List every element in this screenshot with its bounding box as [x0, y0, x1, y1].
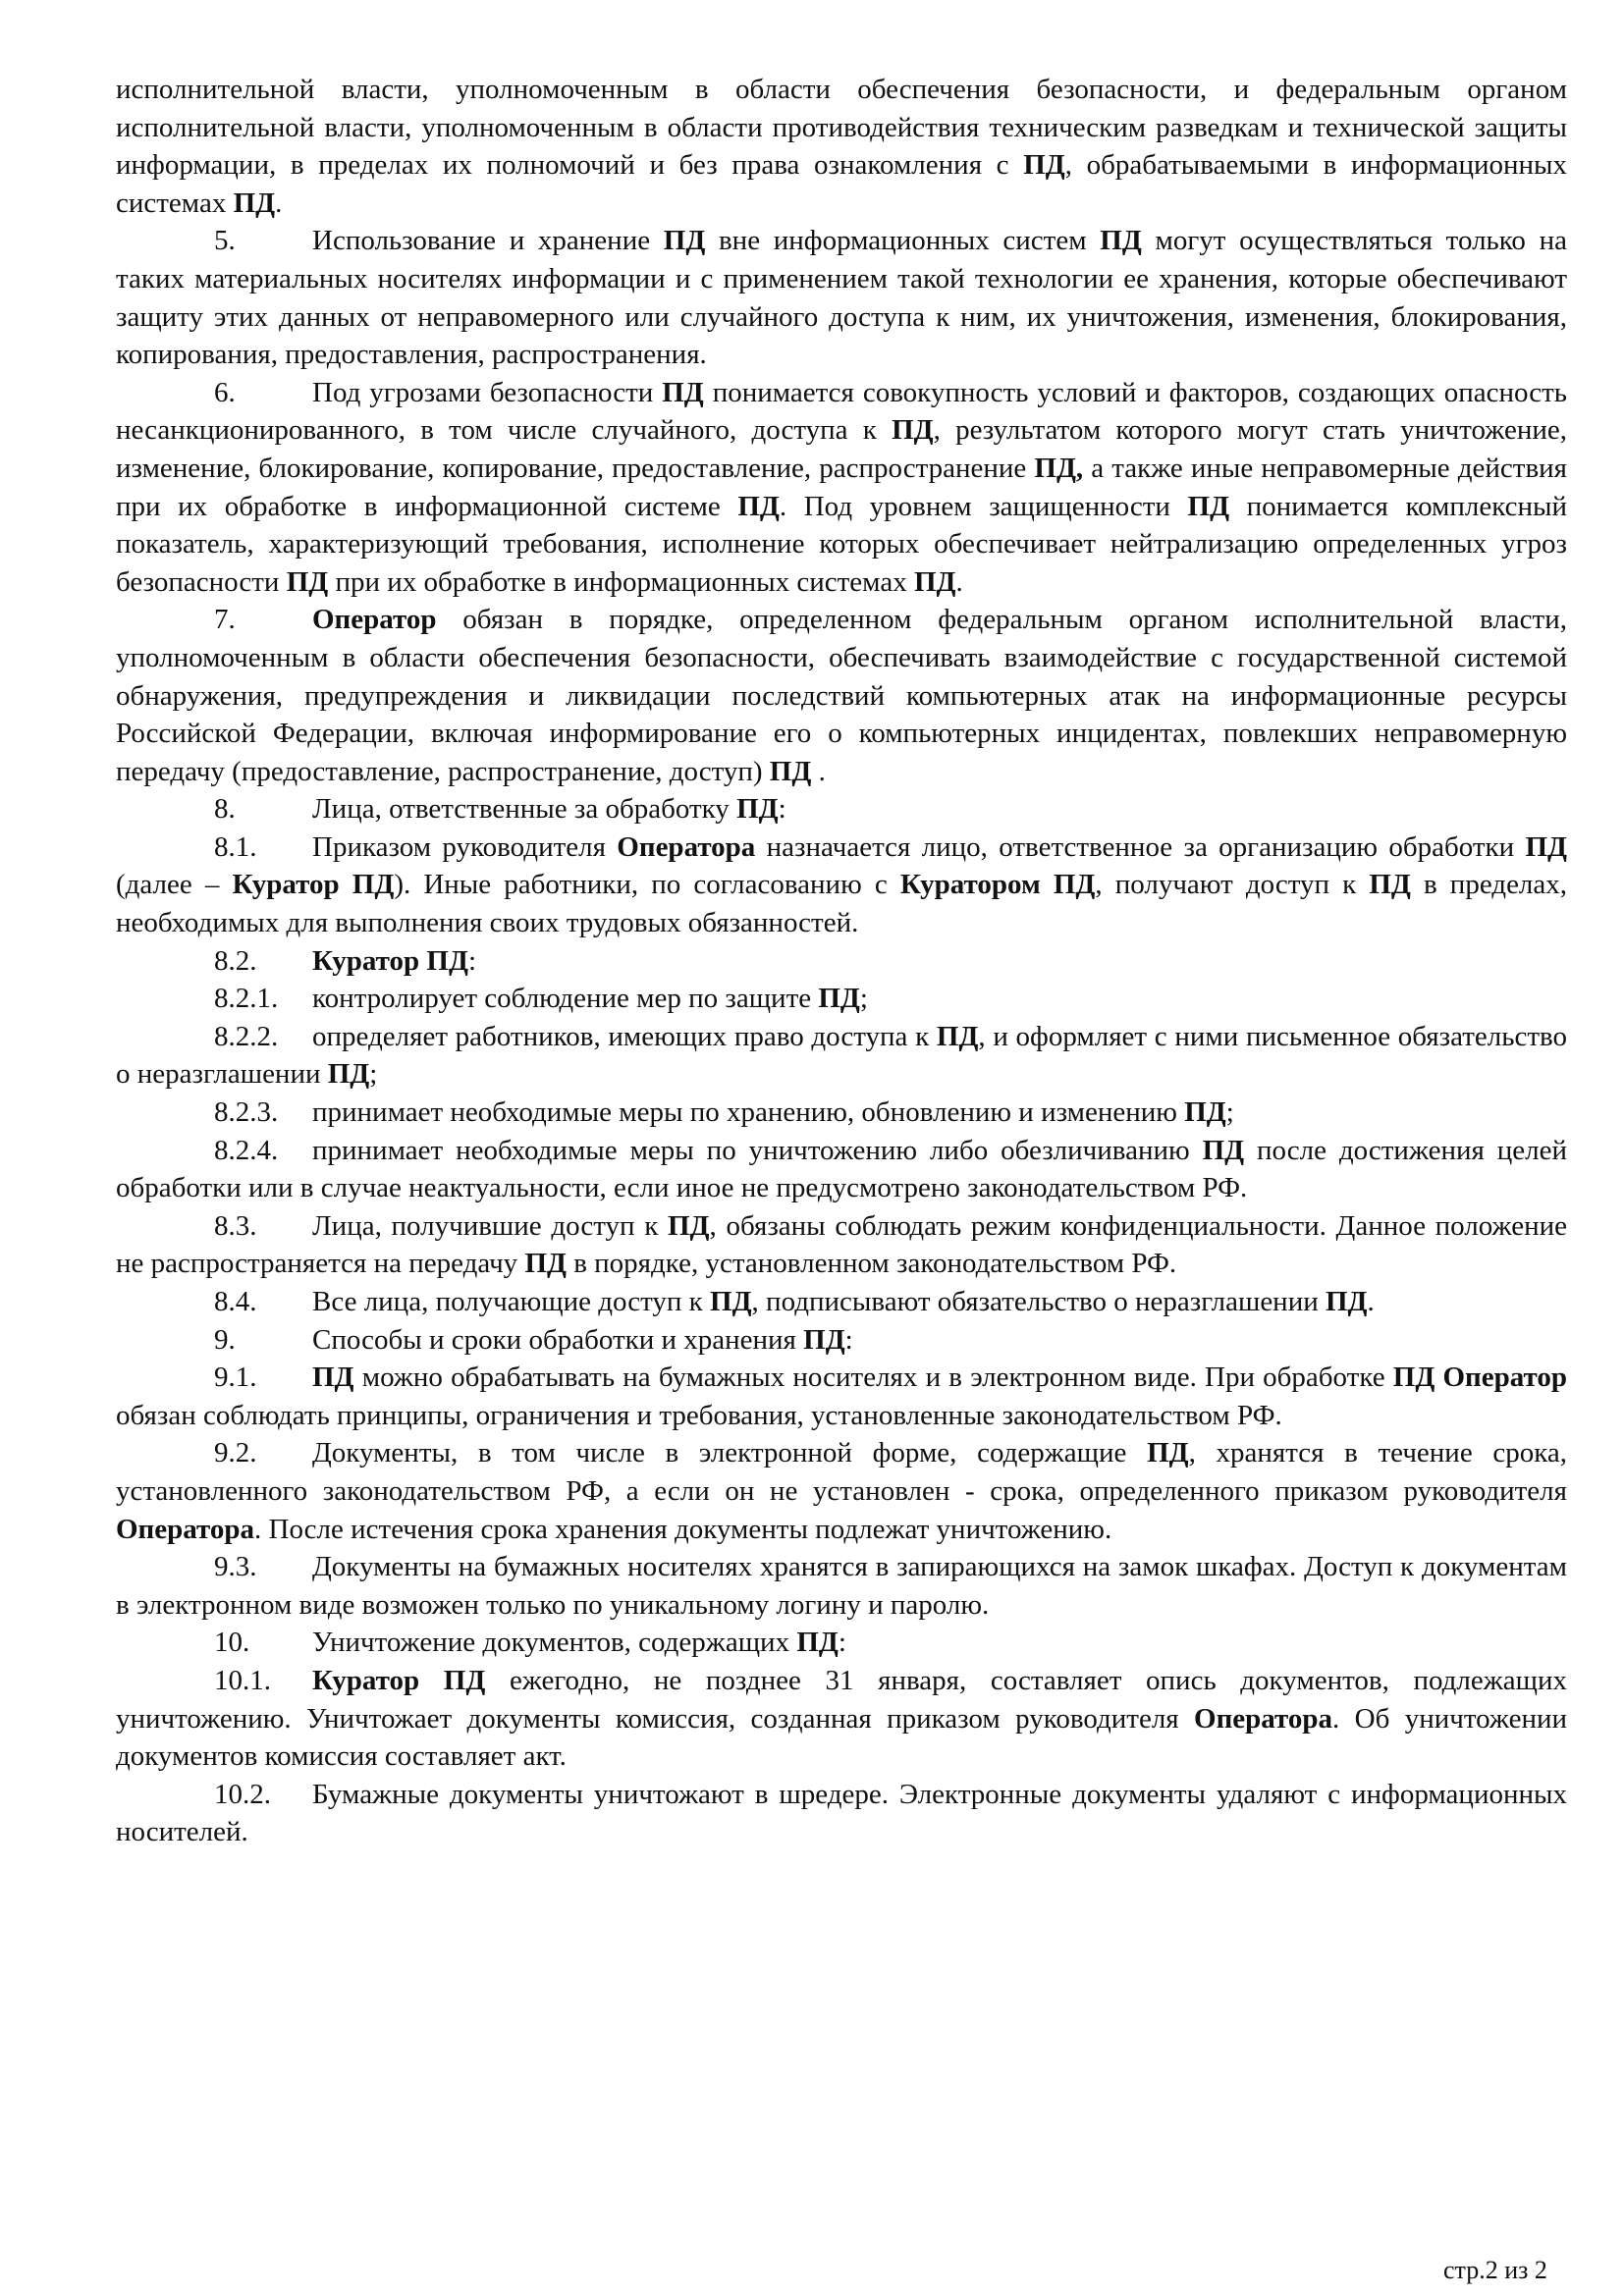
clause-bold-text: ПД — [1187, 490, 1230, 522]
clause-number: 10.2. — [214, 1778, 271, 1810]
clause-item — [116, 1321, 1567, 1360]
clause-number: 8.2.2. — [214, 1020, 279, 1052]
clause-bold-text: ПД — [1147, 1437, 1189, 1469]
clause-text: после достижения целей обработки или в случае неактуальности, если иное не предусмотрено законодательством РФ. — [116, 1134, 1567, 1204]
clause-text: , и оформляет с ними письменное обязательство о неразглашении — [116, 1020, 1567, 1091]
clause-item — [116, 790, 1567, 828]
clause-bold-text: ПД — [737, 490, 780, 522]
clause-text: вне информационных систем — [705, 225, 1101, 257]
clause-text: : — [467, 944, 476, 977]
clause-bold-text: ПД — [663, 225, 706, 257]
clause-text: . Под уровнем защищенности — [779, 490, 1188, 522]
clause-text: Под угрозами безопасности — [312, 376, 663, 408]
clause-text: . — [811, 755, 826, 787]
clause-item — [116, 1283, 1567, 1321]
clause-item — [116, 828, 1567, 942]
intro-text-1: исполнительной власти, уполномоченным в области обеспечения безопасности, и федеральным органом исполнительной власти, уполномоченным в области противодействия техническим разведкам и технической защиты информации, в пределах их полномочий и без права ознакомления с — [116, 74, 1567, 182]
clause-item — [116, 601, 1567, 790]
clause-text: при их обработке в информационных системах — [328, 565, 914, 598]
clause-bold-text: ПД — [327, 1058, 370, 1091]
clause-bold-text: ПД — [1326, 1286, 1368, 1317]
clause-number: 8.2.4. — [214, 1134, 279, 1166]
clause-item — [116, 1018, 1567, 1094]
clause-bold-text: ПД — [818, 983, 860, 1015]
clause-text: : — [838, 1627, 846, 1659]
clause-bold-text: Оператора — [116, 1513, 255, 1545]
clause-bold-text: ПД Оператор — [1392, 1362, 1568, 1394]
clause-text: определяет работников, имеющих право доступа к — [312, 1020, 937, 1052]
clause-bold-text: ПД — [796, 1627, 839, 1659]
clause-number: 8.4. — [214, 1286, 257, 1317]
clause-text: Приказом руководителя — [312, 830, 618, 863]
clause-text: принимает необходимые меры по хранению, обновлению и изменению — [312, 1096, 1185, 1129]
clause-number: 6. — [214, 376, 236, 408]
clause-bold-text: ПД — [312, 1362, 354, 1394]
intro-text-2: , обрабатываемыми в информационных системах — [116, 149, 1568, 219]
clause-bold-text: ПД — [524, 1248, 567, 1280]
clause-bold-text: ПД — [1525, 830, 1568, 863]
clause-text: ежегодно, не позднее 31 января, составляет опись документов, подлежащих уничтожению. Уничтожает документы комиссия, созданная приказом руководителя — [116, 1664, 1568, 1735]
clause-number: 8.3. — [214, 1209, 257, 1242]
clause-item — [116, 1359, 1567, 1434]
clause-item — [116, 1624, 1567, 1662]
clause-text: Лица, получившие доступ к — [312, 1209, 668, 1242]
clause-bold-text: ПД — [1369, 869, 1411, 901]
clause-text: . — [955, 565, 963, 598]
clause-item — [116, 1776, 1567, 1851]
clause-bold-text: ПД — [710, 1286, 752, 1317]
clause-text: Документы на бумажных носителях хранятся в запирающихся на замок шкафах. Доступ к документам в электронном виде возможен только по уникальному логину и паролю. — [116, 1551, 1567, 1621]
clause-number: 8.2. — [214, 944, 257, 977]
clause-text: в порядке, установленном законодательством РФ. — [566, 1248, 1177, 1280]
clause-bold-text: Куратор ПД — [312, 944, 468, 977]
clause-text: понимается комплексный показатель, характеризующий требования, исполнение которых обеспечивает нейтрализацию определенных угроз безопасности — [116, 490, 1567, 598]
clause-bold-text: ПД — [913, 565, 956, 598]
clause-item — [116, 222, 1567, 373]
clause-item — [116, 1132, 1567, 1207]
clause-text: , хранятся в течение срока, установленного законодательством РФ, а если он не установлен - срока, определенного приказом руководителя — [116, 1437, 1567, 1507]
clause-text: ; — [369, 1058, 378, 1091]
clause-text: обязан в порядке, определенном федеральным органом исполнительной власти, уполномоченным в области обеспечения безопасности, обеспечивать взаимодействие с государственной системой обнаружения, предупреждения и ликвидации последствий компьютерных атак на информационные ресурсы Российской Федерации, включая информирование его о компьютерных инцидентах, повлекших неправомерную передачу (предоставление, распространение, доступ) — [116, 604, 1567, 787]
clause-text: назначается лицо, ответственное за организацию обработки — [755, 830, 1526, 863]
clause-bold-text: ПД — [736, 793, 779, 826]
clause-number: 7. — [214, 604, 236, 636]
clause-text: . Об уничтожении документов комиссия составляет акт. — [116, 1702, 1568, 1773]
clause-number: 9.3. — [214, 1551, 257, 1583]
clause-item — [116, 1548, 1567, 1624]
clause-bold-text: ПД — [662, 376, 704, 408]
clause-bold-text: ПД, — [1034, 452, 1084, 484]
clause-text: Уничтожение документов, содержащих — [312, 1627, 797, 1659]
clause-text: Все лица, получающие доступ к — [312, 1286, 711, 1317]
clause-text: , обязаны соблюдать режим конфиденциальности. Данное положение не распространяется на передачу — [116, 1209, 1567, 1280]
clause-text: Лица, ответственные за обработку — [312, 793, 737, 826]
clause-text: . — [1367, 1286, 1375, 1317]
clause-text: . После истечения срока хранения документы подлежат уничтожению. — [254, 1513, 1112, 1545]
clause-item — [116, 1207, 1567, 1283]
clause-number: 8.1. — [214, 830, 257, 863]
clause-text: : — [778, 793, 786, 826]
clause-item — [116, 980, 1567, 1018]
clause-text: , результатом которого могут стать уничтожение, изменение, блокирование, копирование, предоставление, распространение — [116, 414, 1567, 484]
clause-number: 5. — [214, 225, 236, 257]
clause-bold-text: ПД — [1202, 1134, 1245, 1166]
clause-text: : — [844, 1323, 853, 1356]
intro-bold-1: ПД — [1023, 149, 1065, 182]
clause-bold-text: ПД — [286, 565, 329, 598]
intro-bold-2: ПД — [233, 187, 276, 219]
clause-bold-text: ПД — [769, 755, 812, 787]
clause-list — [116, 222, 1567, 1851]
clause-text: а также иные неправомерные действия при их обработке в информационной системе — [116, 452, 1567, 522]
clause-bold-text: ПД — [1184, 1096, 1226, 1129]
clause-bold-text: ПД — [892, 414, 934, 447]
clause-item — [116, 1434, 1567, 1548]
clause-bold-text: Оператора — [617, 830, 756, 863]
clause-number: 8. — [214, 793, 236, 826]
clause-text: Использование и хранение — [312, 225, 664, 257]
clause-bold-text: Куратор ПД — [312, 1664, 486, 1696]
page-number: стр.2 из 2 — [1443, 2256, 1547, 2284]
intro-paragraph — [116, 71, 1567, 222]
clause-text: , подписывают обязательство о неразглашении — [751, 1286, 1326, 1317]
clause-bold-text: Оператор — [312, 604, 437, 636]
clause-text: ; — [1225, 1096, 1234, 1129]
clause-bold-text: ПД — [667, 1209, 710, 1242]
clause-item — [116, 374, 1567, 602]
clause-number: 9. — [214, 1323, 236, 1356]
clause-text: могут осуществляться только на таких материальных носителях информации и с применением такой технологии ее хранения, которые обеспечивают защиту этих данных от неправомерного или случайного доступа к ним, их уничтожения, изменения, блокирования, копирования, предоставления, распространения. — [116, 225, 1567, 371]
clause-bold-text: Куратор ПД — [232, 869, 395, 901]
document-page — [116, 71, 1567, 1851]
clause-bold-text: ПД — [1100, 225, 1142, 257]
clause-text: понимается совокупность условий и факторов, создающих опасность несанкционированного, в том числе случайного, доступа к — [116, 376, 1567, 447]
intro-text-3: . — [275, 187, 283, 219]
clause-item — [116, 942, 1567, 981]
clause-number: 9.1. — [214, 1362, 257, 1394]
clause-number: 8.2.3. — [214, 1096, 279, 1129]
clause-text: обязан соблюдать принципы, ограничения и требования, установленные законодательством РФ. — [116, 1399, 1282, 1431]
clause-text: принимает необходимые меры по уничтожению либо обезличиванию — [312, 1134, 1203, 1166]
clause-number: 9.2. — [214, 1437, 257, 1469]
clause-text: Способы и сроки обработки и хранения — [312, 1323, 804, 1356]
clause-number: 10.1. — [214, 1664, 271, 1696]
clause-text: (далее – — [116, 869, 233, 901]
clause-bold-text: ПД — [803, 1323, 845, 1356]
clause-text: контролирует соблюдение мер по защите — [312, 983, 819, 1015]
clause-text: можно обрабатывать на бумажных носителях и в электронном виде. При обработке — [353, 1362, 1393, 1394]
clause-item — [116, 1662, 1567, 1776]
clause-text: , получают доступ к — [1095, 869, 1370, 901]
clause-bold-text: Оператора — [1194, 1702, 1333, 1735]
clause-text: ; — [859, 983, 868, 1015]
clause-bold-text: ПД — [936, 1020, 979, 1052]
clause-number: 10. — [214, 1627, 250, 1659]
clause-bold-text: Куратором ПД — [899, 869, 1096, 901]
clause-text: Бумажные документы уничтожают в шредере. Электронные документы удаляют с информационных носителей. — [116, 1778, 1567, 1848]
clause-text: ). Иные работники, по согласованию с — [394, 869, 900, 901]
clause-number: 8.2.1. — [214, 983, 279, 1015]
clause-text: в пределах, необходимых для выполнения своих трудовых обязанностей. — [116, 869, 1568, 939]
clause-item — [116, 1094, 1567, 1132]
clause-text: Документы, в том числе в электронной форме, содержащие — [312, 1437, 1148, 1469]
